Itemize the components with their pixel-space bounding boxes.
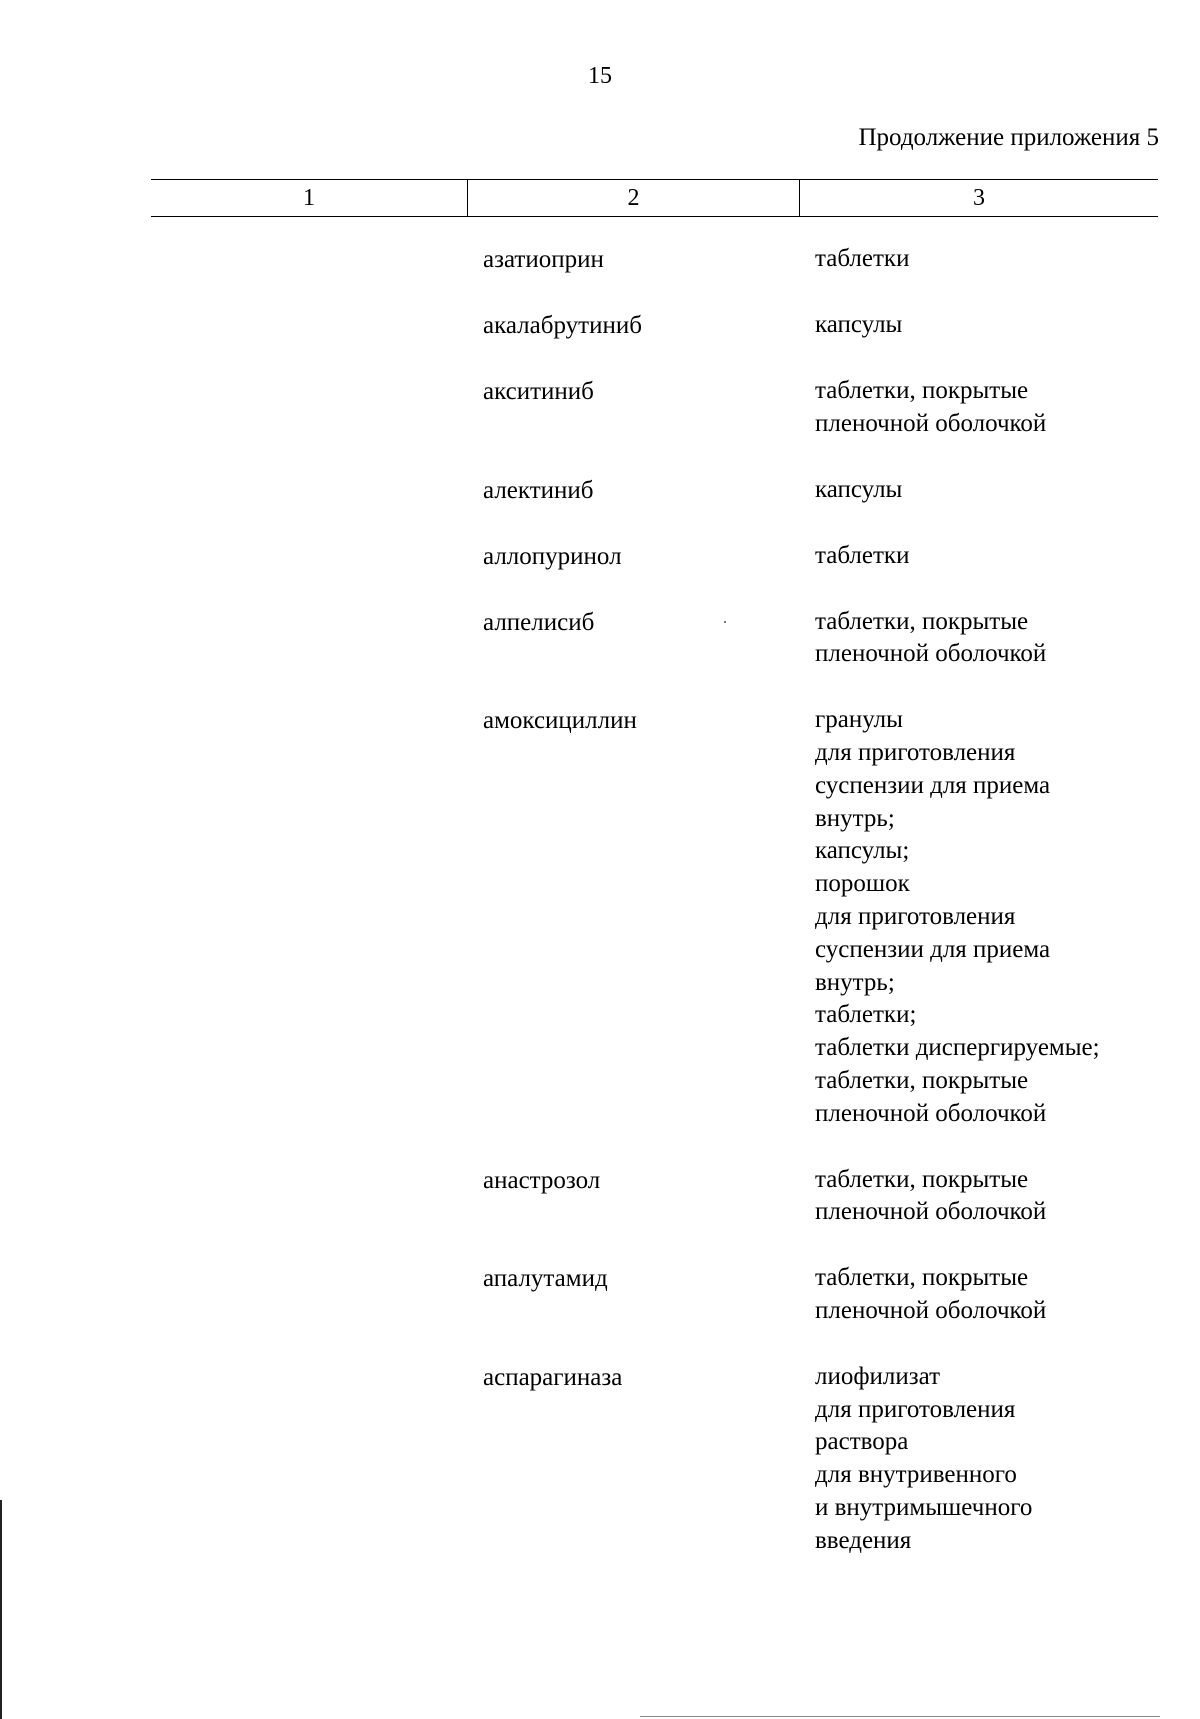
dosage-forms xyxy=(815,1262,1046,1328)
dosage-forms xyxy=(815,540,909,573)
dosage-form-line: гранулы xyxy=(815,706,903,734)
dosage-forms xyxy=(815,1164,1046,1230)
dosage-forms xyxy=(815,606,1046,672)
column-header-3: 3 xyxy=(973,185,985,211)
scan-bottom-line xyxy=(640,1716,1160,1717)
dosage-form-line: раствора xyxy=(815,1428,909,1456)
dosage-forms xyxy=(815,309,902,342)
drug-name: акситиниб xyxy=(483,378,594,405)
dosage-form-line: таблетки xyxy=(815,541,910,569)
dosage-form-line: порошок xyxy=(815,870,910,898)
table-row xyxy=(0,540,1200,573)
drug-name: апалутамид xyxy=(483,1265,608,1293)
drug-name: алпелисиб xyxy=(483,608,595,636)
dosage-form-line: пленочной оболочкой xyxy=(815,1296,1047,1324)
scan-speck xyxy=(724,621,726,623)
table-row xyxy=(0,606,1200,672)
drug-name: алектиниб xyxy=(483,476,594,504)
dosage-form-line: таблетки, покрытые xyxy=(815,377,1029,404)
dosage-form-line: для приготовления xyxy=(815,1395,1016,1423)
dosage-forms xyxy=(815,243,909,276)
dosage-form-line: суспензии для приема xyxy=(815,771,1051,799)
continuation-title: Продолжение приложения 5 xyxy=(858,124,1159,151)
dosage-form-line: таблетки, покрытые xyxy=(815,1066,1029,1094)
drug-name: анастрозол xyxy=(483,1166,601,1194)
drug-name: акалабрутиниб xyxy=(483,312,642,339)
dosage-form-line: и внутримышечного xyxy=(815,1493,1033,1521)
dosage-form-line: капсулы xyxy=(815,311,903,338)
dosage-form-line: пленочной оболочкой xyxy=(815,640,1047,668)
dosage-forms xyxy=(815,1361,1032,1558)
dosage-form-line: для внутривенного xyxy=(815,1461,1017,1489)
dosage-form-line: для приготовления xyxy=(815,902,1016,930)
table-row xyxy=(0,243,1200,276)
dosage-form-line: таблетки, покрытые xyxy=(815,607,1029,635)
dosage-forms xyxy=(815,375,1046,441)
dosage-form-line: пленочной оболочкой xyxy=(815,1099,1047,1127)
drug-name: азатиоприн xyxy=(483,246,604,273)
dosage-form-line: таблетки; xyxy=(815,1001,917,1029)
dosage-form-line: внутрь; xyxy=(815,968,895,996)
table-header xyxy=(151,179,1158,217)
dosage-form-line: таблетки xyxy=(815,245,910,272)
table-row xyxy=(0,309,1200,342)
page-number: 15 xyxy=(588,63,612,89)
dosage-form-line: таблетки, покрытые xyxy=(815,1165,1029,1193)
table-row xyxy=(0,474,1200,507)
drug-table-body xyxy=(0,243,1200,1591)
column-header-2: 2 xyxy=(468,180,800,216)
dosage-form-line: капсулы xyxy=(815,475,903,503)
table-row xyxy=(0,1262,1200,1328)
scan-edge-line xyxy=(0,1500,2,1719)
column-header-1: 1 xyxy=(151,180,468,216)
dosage-form-line: пленочной оболочкой xyxy=(815,409,1047,437)
table-row xyxy=(0,704,1200,1130)
table-row xyxy=(0,375,1200,441)
table-row xyxy=(0,1164,1200,1230)
dosage-form-line: таблетки, покрытые xyxy=(815,1264,1029,1292)
dosage-form-line: суспензии для приема xyxy=(815,935,1051,963)
dosage-form-line: таблетки диспергируемые; xyxy=(815,1034,1100,1062)
drug-name: аспарагиназа xyxy=(483,1363,623,1391)
dosage-form-line: лиофилизат xyxy=(815,1362,941,1390)
dosage-forms xyxy=(815,474,902,507)
dosage-form-line: пленочной оболочкой xyxy=(815,1198,1047,1226)
dosage-form-line: капсулы; xyxy=(815,837,910,865)
dosage-forms xyxy=(815,704,1100,1130)
drug-name: амоксициллин xyxy=(483,707,637,735)
table-row xyxy=(0,1361,1200,1558)
drug-name: аллопуринол xyxy=(483,542,622,570)
dosage-form-line: введения xyxy=(815,1526,912,1554)
dosage-form-line: внутрь; xyxy=(815,804,895,832)
dosage-form-line: для приготовления xyxy=(815,738,1016,766)
